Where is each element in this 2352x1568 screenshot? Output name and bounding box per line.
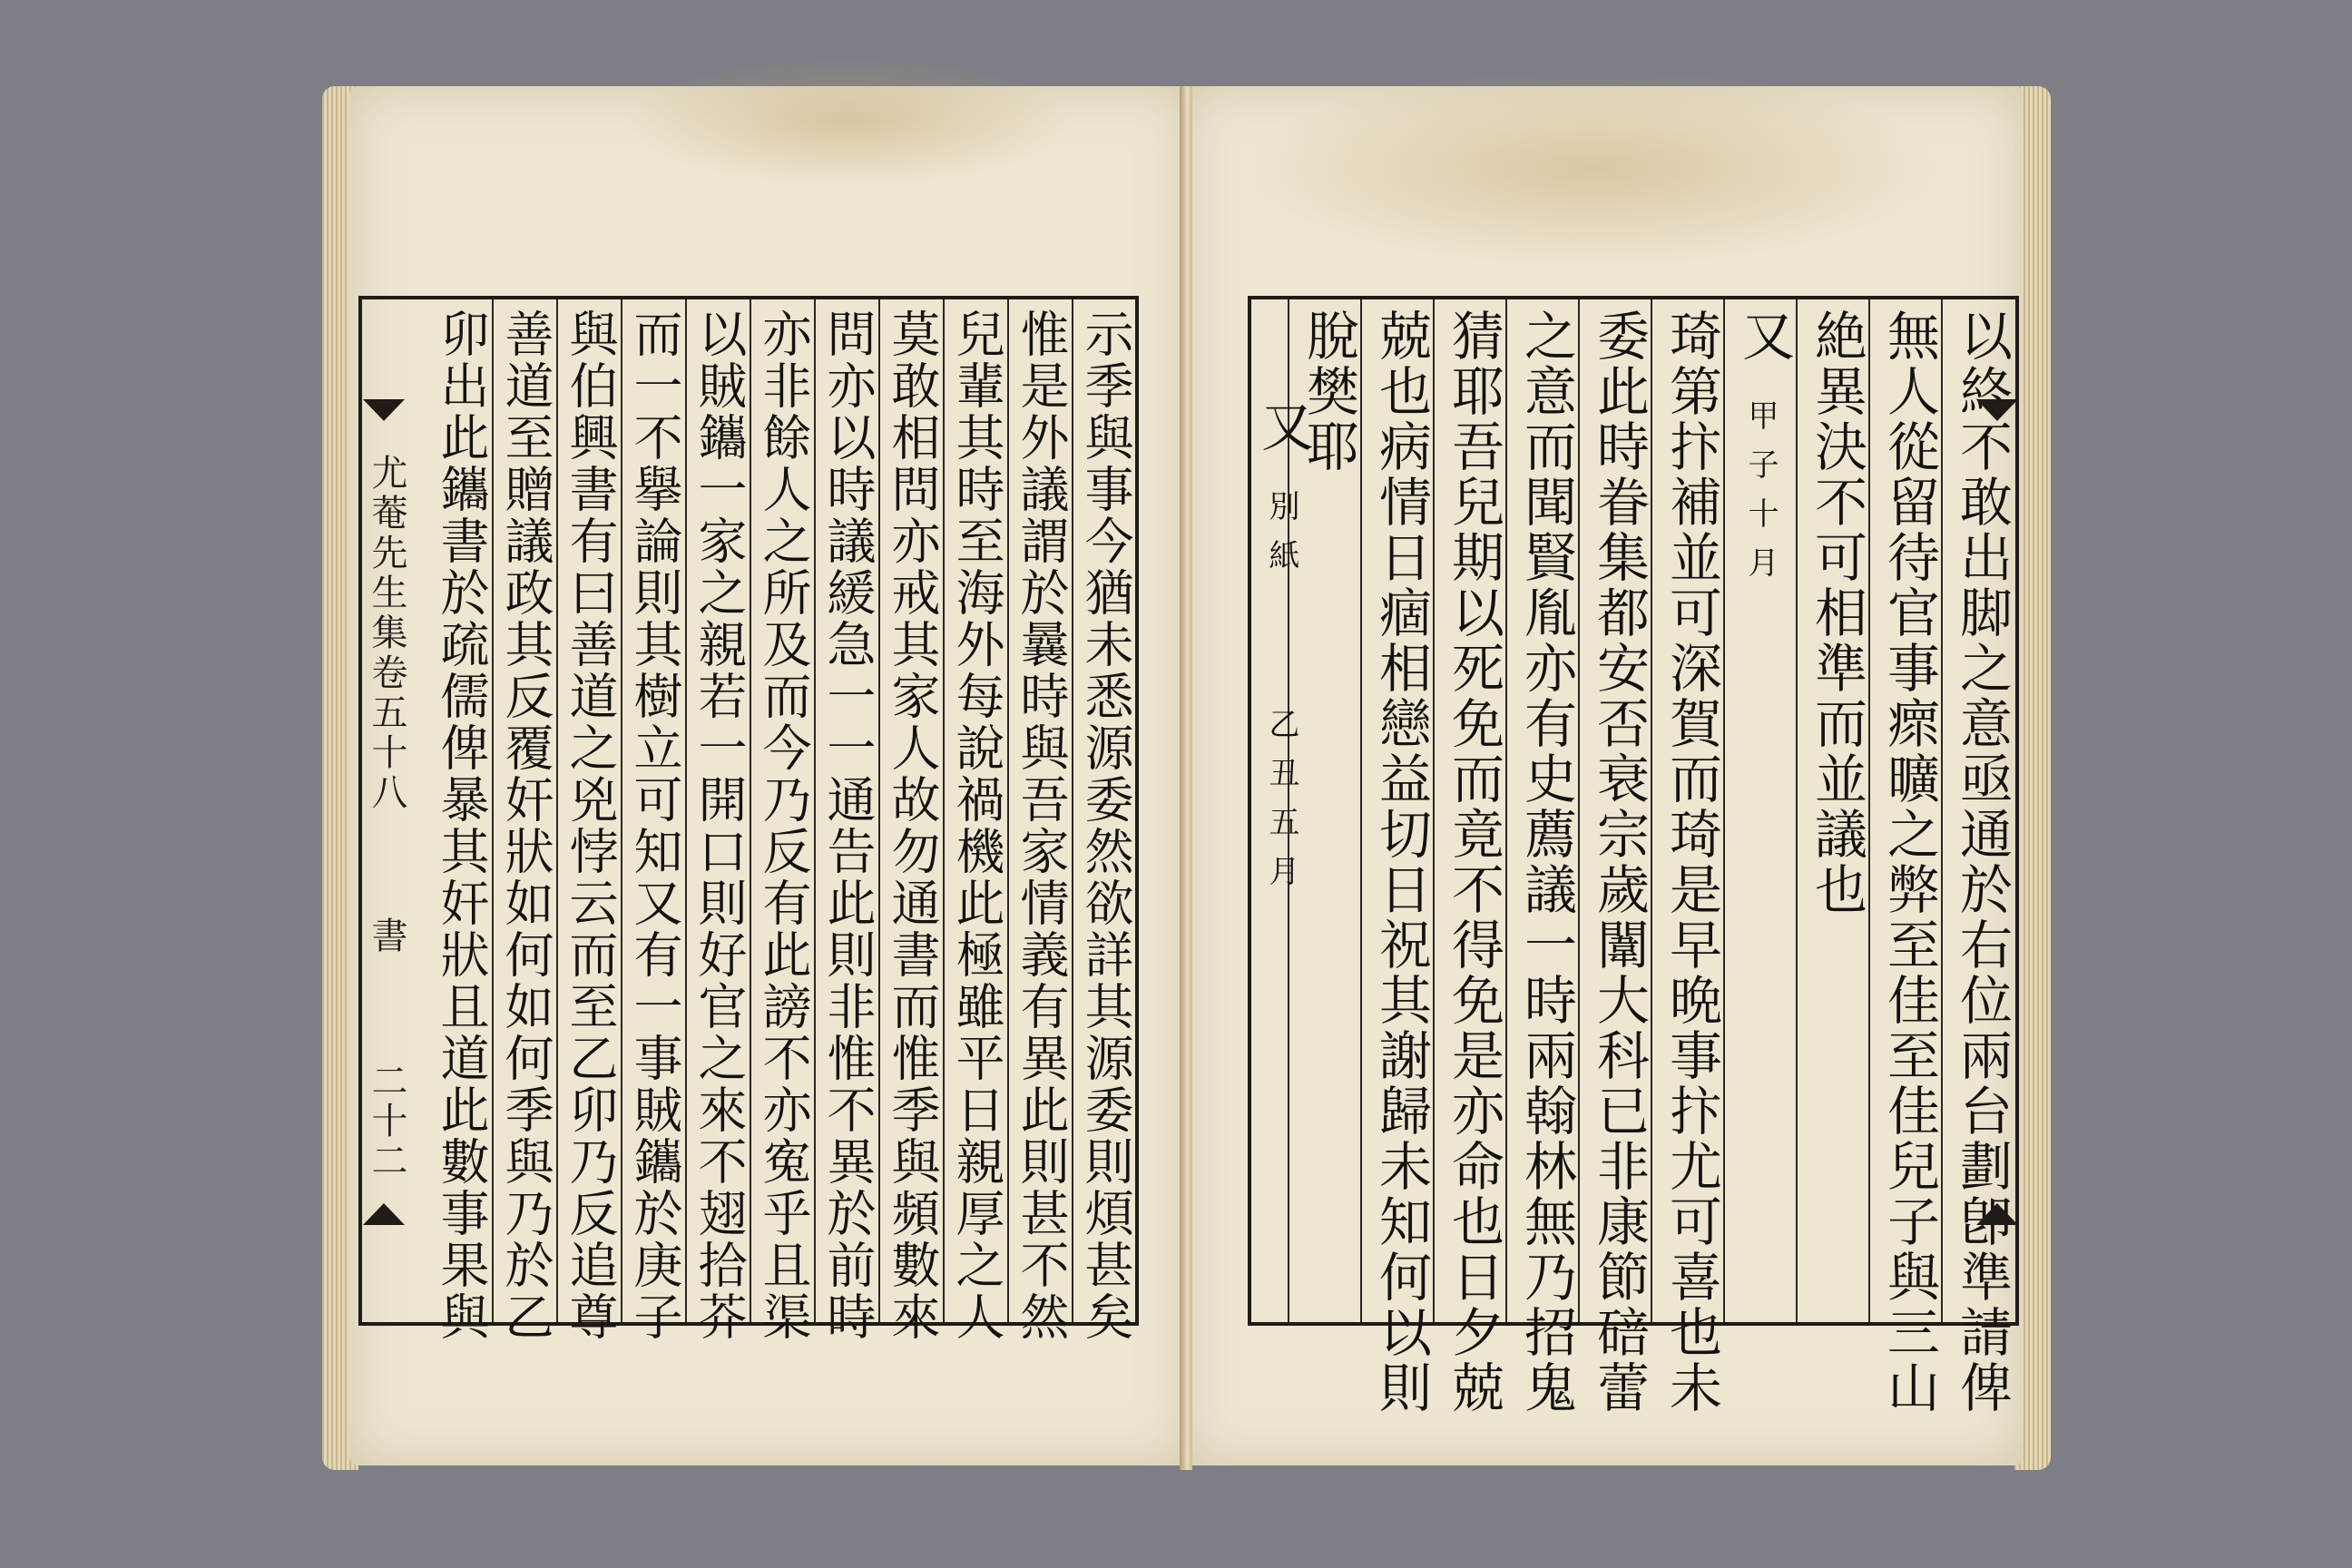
- text-column: 示季與事今猶未悉源委然欲詳其源委則煩甚矣: [1077, 309, 1134, 1343]
- text-column: 兒輩其時至海外每說禍機此極雖平日親厚之人: [948, 309, 1005, 1343]
- column-rule: [878, 299, 880, 1322]
- fishtail-ornament-bottom: [363, 1180, 405, 1225]
- text-column: 無人從留待官事瘝曠之弊至佳至佳兒子與三山: [1878, 309, 1940, 1416]
- date-note: 乙丑五月: [1263, 708, 1299, 904]
- water-stain: [622, 59, 1075, 186]
- separate-letter-note: 別紙: [1263, 490, 1299, 588]
- fishtail-ornament-top: [1976, 399, 2018, 445]
- running-title: 尤菴先生集卷五十八: [366, 454, 407, 813]
- column-rule: [556, 299, 558, 1322]
- text-column: 以賊鑴一家之親若一開口則好官之來不翅拾芥: [691, 309, 748, 1343]
- text-column: 之意而聞賢胤亦有史薦議一時兩翰林無乃招鬼: [1515, 309, 1577, 1416]
- column-rule: [943, 299, 945, 1322]
- book-gutter: [1180, 86, 1192, 1470]
- section-label: 書: [366, 916, 407, 956]
- column-rule: [750, 299, 751, 1322]
- text-column: 與伯興書有曰善道之兇悖云而至乙卯乃反追尊: [562, 309, 619, 1343]
- fishtail-ornament-bottom: [1976, 1180, 2018, 1225]
- text-column: 絶異決不可相準而並議也: [1806, 309, 1867, 917]
- text-column: 猜耶吾兒期以死免而竟不得免是亦命也日夕兢: [1443, 309, 1504, 1416]
- water-stain: [1239, 68, 1946, 268]
- column-rule: [685, 299, 687, 1322]
- text-column: 問亦以時議緩急一一通告此則非惟不異於前時: [819, 309, 877, 1343]
- text-column: 而一不擧論則其樹立可知又有一事賊鑴於庚子: [626, 309, 683, 1343]
- page-number: 二十二: [366, 1062, 407, 1181]
- text-column: 委此時眷集都安否衰宗歲闈大科已非康節碚蕾: [1588, 309, 1650, 1416]
- text-column: 亦非餘人之所及而今乃反有此謗不亦寃乎且渠: [755, 309, 812, 1343]
- text-column: 兢也病情日痼相戀益切日祝其謝歸未知何以則: [1370, 309, 1432, 1416]
- column-rule: [1796, 299, 1798, 1322]
- text-column: 莫敢相問亦戒其家人故勿通書而惟季與頻數來: [884, 309, 941, 1343]
- text-column: 卯出此鑴書於疏儒俾暴其奸狀且道此數事果與: [433, 309, 490, 1343]
- fishtail-ornament-top: [363, 399, 405, 445]
- column-rule: [1072, 299, 1073, 1322]
- text-column: 善道至贈議政其反覆奸狀如何如何季與乃於乙: [497, 309, 554, 1343]
- text-column: 惟是外議謂於曩時與吾家情義有異此則甚不然: [1013, 309, 1070, 1343]
- column-rule: [814, 299, 816, 1322]
- text-column: 以終不敢出脚之意亟通於右位兩台劃卽準請俾: [1951, 309, 2013, 1416]
- heading-you: 又: [1252, 399, 1314, 455]
- heading-you: 又: [1733, 309, 1795, 364]
- column-rule: [1007, 299, 1009, 1322]
- column-rule: [621, 299, 622, 1322]
- text-column: 脫樊耶: [1298, 309, 1359, 475]
- column-rule: [492, 299, 494, 1322]
- date-note: 甲子十月: [1742, 399, 1779, 595]
- text-column: 琦第抃補並可深賀而琦是早晩事抃尤可喜也未: [1661, 309, 1722, 1416]
